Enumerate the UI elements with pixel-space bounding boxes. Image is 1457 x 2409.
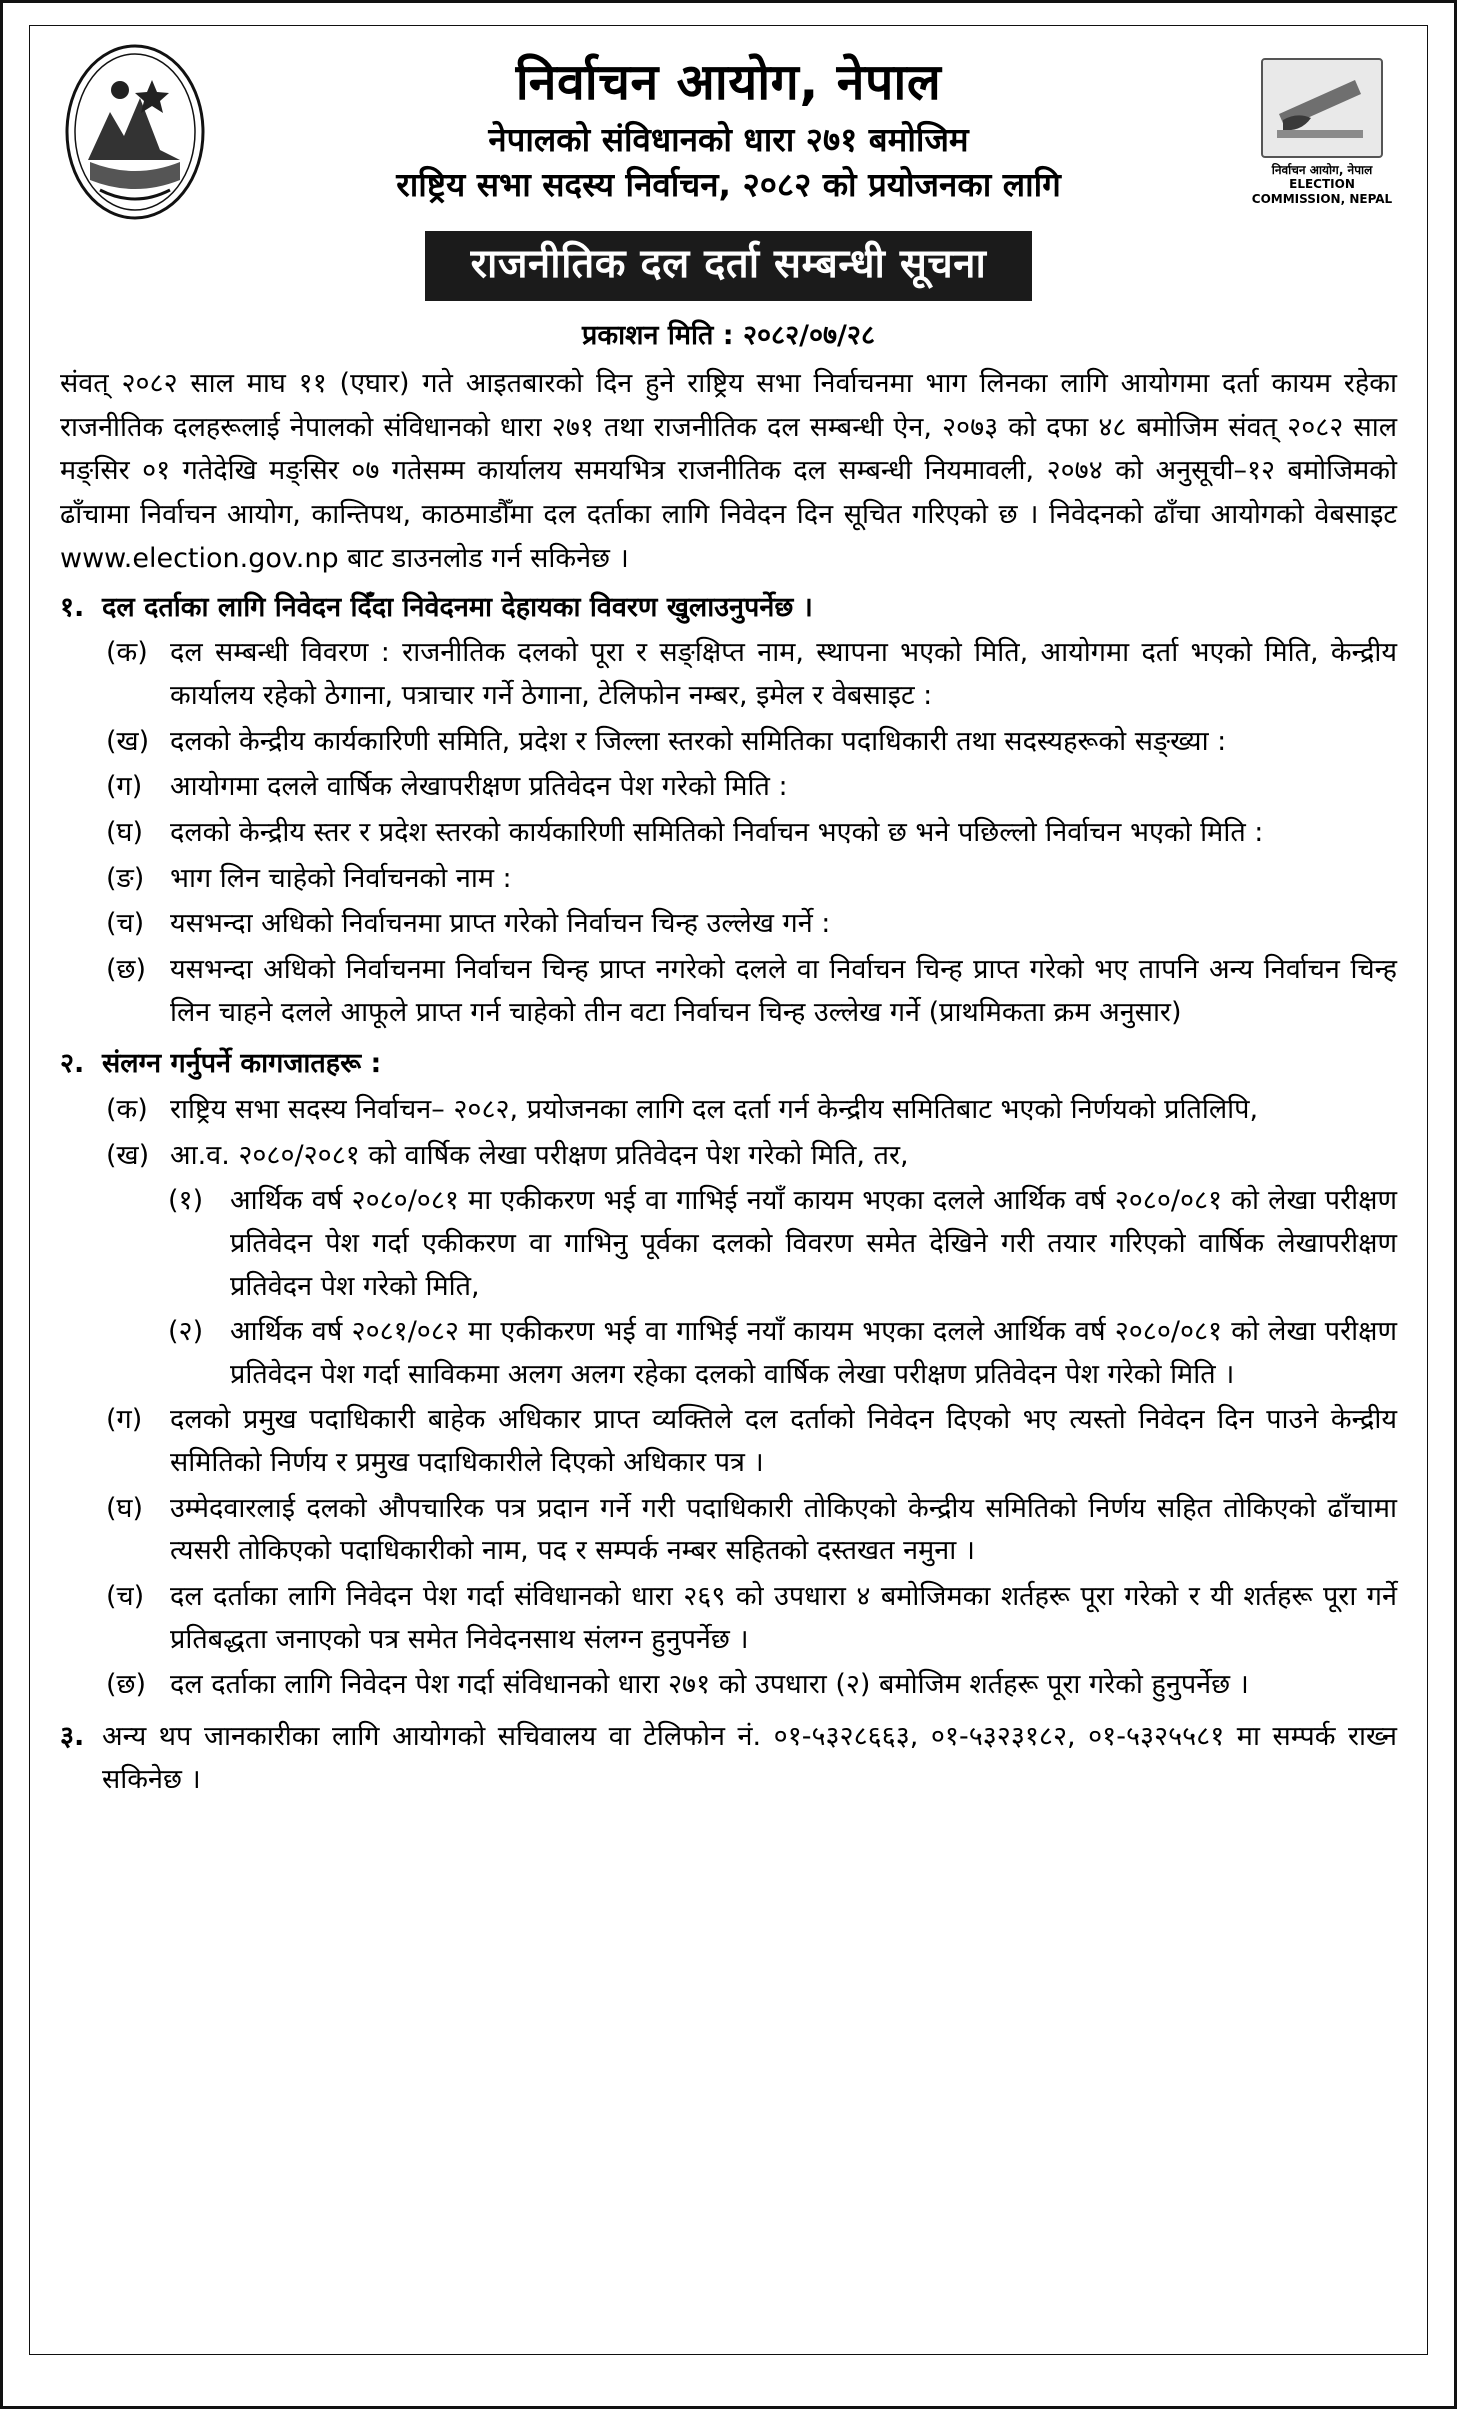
- item-text: दल दर्ताका लागि निवेदन पेश गर्दा संविधानको धारा २७१ को उपधारा (२) बमोजिम शर्तहरू पूरा गरेको हुनुपर्नेछ ।: [170, 1669, 1249, 1701]
- organization-title: निर्वाचन आयोग, नेपाल: [515, 53, 942, 111]
- banner-container: [60, 231, 1397, 301]
- item-text: यसभन्दा अधिको निर्वाचनमा प्राप्त गरेको निर्वाचन चिन्ह उल्लेख गर्ने :: [170, 908, 831, 940]
- election-purpose-line: राष्ट्रिय सभा सदस्य निर्वाचन, २०८२ को प्रयोजनका लागि: [396, 165, 1061, 205]
- subitem-text: आर्थिक वर्ष २०८१/०८२ मा एकीकरण भई वा गाभिई नयाँ कायम भएका दलले आर्थिक वर्ष २०८०/०८१ को लेखा परीक्षण प्रतिवेदन पेश गर्दा साविकमा अलग अलग रहेका दलको वार्षिक लेखा परीक्षण प्रतिवेदन पेश गरेको मिति ।: [230, 1316, 1397, 1390]
- item-text: भाग लिन चाहेको निर्वाचनको नाम :: [170, 862, 512, 894]
- item-text: दलको केन्द्रीय स्तर र प्रदेश स्तरको कार्यकारिणी समितिको निर्वाचन भएको छ भने पछिल्लो निर्वाचन भएको मिति :: [170, 816, 1264, 848]
- section-1-item-gha: [106, 812, 1397, 855]
- subitem-marker: (२): [168, 1316, 204, 1348]
- item-text: दल सम्बन्धी विवरण : राजनीतिक दलको पूरा र सङ्क्षिप्त नाम, स्थापना भएको मिति, आयोगमा दर्ता भएको मिति, केन्द्रीय कार्यालय रहेको ठेगाना, पत्राचार गर्ने ठेगाना, टेलिफोन नम्बर, इमेल र वेबसाइट :: [170, 637, 1397, 711]
- header-titles: [222, 40, 1235, 205]
- item-text: दल दर्ताका लागि निवेदन पेश गर्दा संविधानको धारा २६९ को उपधारा ४ बमोजिमका शर्तहरू पूरा गरेको र यी शर्तहरू पूरा गर्ने प्रतिबद्धता जनाएको पत्र समेत निवेदनसाथ संलग्न हुनुपर्नेछ ।: [170, 1581, 1397, 1655]
- item-marker: (ङ): [106, 862, 145, 894]
- logo-caption-nepali: निर्वाचन आयोग, नेपाल: [1271, 163, 1373, 177]
- item-text: राष्ट्रिय सभा सदस्य निर्वाचन– २०८२, प्रयोजनका लागि दल दर्ता गर्न केन्द्रीय समितिबाट भएको निर्णयको प्रतिलिपि,: [170, 1093, 1259, 1125]
- item-marker: (ख): [106, 725, 150, 757]
- item-marker: (घ): [106, 1492, 144, 1524]
- section-3-number: ३.: [60, 1721, 85, 1753]
- section-1-item-kha: [106, 721, 1397, 764]
- item-marker: (घ): [106, 816, 144, 848]
- item-marker: (छ): [106, 1669, 146, 1701]
- item-marker: (च): [106, 1581, 145, 1613]
- nepal-government-emblem-icon: [60, 40, 210, 225]
- section-2-item-kha: [106, 1135, 1397, 1178]
- item-marker: (ख): [106, 1139, 150, 1171]
- logo-caption-english: ELECTION COMMISSION, NEPAL: [1251, 177, 1393, 206]
- item-marker: (ग): [106, 771, 143, 803]
- item-text: उम्मेदवारलाई दलको औपचारिक पत्र प्रदान गर्ने गरी पदाधिकारी तोकिएको केन्द्रीय समितिको निर्णय सहित तोकिएको ढाँचामा त्यसरी तोकिएको पदाधिकारीको नाम, पद र सम्पर्क नम्बर सहितको दस्तखत नमुना ।: [170, 1492, 1397, 1567]
- section-2-subitem-1: [168, 1180, 1397, 1308]
- notice-border-frame: [29, 25, 1428, 2355]
- election-commission-logo: [1247, 40, 1397, 206]
- section-1-item-ga: [106, 766, 1397, 809]
- section-2-item-ga: [106, 1399, 1397, 1484]
- item-marker: (च): [106, 908, 145, 940]
- publication-date: प्रकाशन मिति : २०८२/०७/२८: [582, 320, 875, 351]
- item-marker: (छ): [106, 953, 146, 985]
- constitution-article-line: नेपालको संविधानको धारा २७१ बमोजिम: [488, 119, 969, 159]
- section-2-number: २.: [60, 1048, 85, 1080]
- subitem-marker: (१): [168, 1185, 204, 1217]
- section-2-title: संलग्न गर्नुपर्ने कागजातहरू :: [102, 1048, 382, 1080]
- item-text: आ.व. २०८०/२०८१ को वार्षिक लेखा परीक्षण प्रतिवेदन पेश गरेको मिति, तर,: [170, 1139, 909, 1171]
- ballot-hand-icon: [1261, 58, 1383, 158]
- section-2-heading: [60, 1043, 1397, 1086]
- section-1-item-chha: [106, 949, 1397, 1034]
- section-2-item-gha: [106, 1488, 1397, 1573]
- section-2-item-ka: [106, 1089, 1397, 1132]
- section-1-item-cha: [106, 903, 1397, 946]
- item-marker: (क): [106, 637, 148, 669]
- section-1-item-ka: [106, 632, 1397, 717]
- item-text: यसभन्दा अधिको निर्वाचनमा निर्वाचन चिन्ह प्राप्त नगरेको दलले वा निर्वाचन चिन्ह प्राप्त गरेको भए तापनि अन्य निर्वाचन चिन्ह लिन चाहने दलले आफूले प्राप्त गर्न चाहेको तीन वटा निर्वाचन चिन्ह उल्लेख गर्ने (प्राथमिकता क्रम अनुसार): [170, 953, 1397, 1028]
- section-3-title: अन्य थप जानकारीका लागि आयोगको सचिवालय वा टेलिफोन नं. ०१-५३२८६६३, ०१-५३२३१८२, ०१-५३२५५८१ मा सम्पर्क राख्न सकिनेछ ।: [102, 1721, 1397, 1795]
- item-marker: (क): [106, 1093, 148, 1125]
- section-2-item-chha: [106, 1664, 1397, 1707]
- intro-paragraph: संवत् २०८२ साल माघ ११ (एघार) गते आइतबारको दिन हुने राष्ट्रिय सभा निर्वाचनमा भाग लिनका लागि आयोगमा दर्ता कायम रहेका राजनीतिक दलहरूलाई नेपालको संविधानको धारा २७१ तथा राजनीतिक दल सम्बन्धी ऐन, २०७३ को दफा ४८ बमोजिम संवत् २०८२ साल मङ्सिर ०१ गतेदेखि मङ्सिर ०७ गतेसम्म कार्यालय समयभित्र राजनीतिक दल सम्बन्धी नियमावली, २०७४ को अनुसूची–१२ बमोजिमको ढाँचामा निर्वाचन आयोग, कान्तिपथ, काठमाडौँमा दल दर्ताका लागि निवेदन दिन सूचित गरिएको छ । निवेदनको ढाँचा आयोगको वेबसाइट www.election.gov.np बाट डाउनलोड गर्न सकिनेछ ।: [60, 368, 1397, 574]
- notice-banner-title: राजनीतिक दल दर्ता सम्बन्धी सूचना: [425, 231, 1033, 301]
- section-2-subitem-2: [168, 1311, 1397, 1396]
- section-1-title: दल दर्ताका लागि निवेदन दिँदा निवेदनमा देहायका विवरण खुलाउनुपर्नेछ ।: [102, 591, 813, 623]
- subitem-text: आर्थिक वर्ष २०८०/०८१ मा एकीकरण भई वा गाभिई नयाँ कायम भएका दलले आर्थिक वर्ष २०८०/०८१ को लेखा परीक्षण प्रतिवेदन पेश गर्दा एकीकरण वा गाभिनु पूर्वका दलको विवरण समेत देखिने गरी तयार गरिएको वार्षिक लेखापरीक्षण प्रतिवेदन पेश गरेको मिति,: [230, 1185, 1397, 1302]
- item-text: दलको प्रमुख पदाधिकारी बाहेक अधिकार प्राप्त व्यक्तिले दल दर्ताको निवेदन दिएको भए त्यस्तो निवेदन दिन पाउने केन्द्रीय समितिको निर्णय र प्रमुख पदाधिकारीले दिएको अधिकार पत्र ।: [170, 1404, 1397, 1479]
- item-marker: (ग): [106, 1404, 143, 1436]
- item-text: आयोगमा दलले वार्षिक लेखापरीक्षण प्रतिवेदन पेश गरेको मिति :: [170, 771, 788, 803]
- section-1-number: १.: [60, 591, 85, 623]
- item-text: दलको केन्द्रीय कार्यकारिणी समिति, प्रदेश र जिल्ला स्तरको समितिका पदाधिकारी तथा सदस्यहरूको सङ्ख्या :: [170, 725, 1227, 757]
- section-3-heading: [60, 1716, 1397, 1801]
- section-2-item-cha: [106, 1576, 1397, 1661]
- section-1-item-nga: [106, 858, 1397, 901]
- section-1-heading: [60, 587, 1397, 630]
- document-header: [60, 40, 1397, 225]
